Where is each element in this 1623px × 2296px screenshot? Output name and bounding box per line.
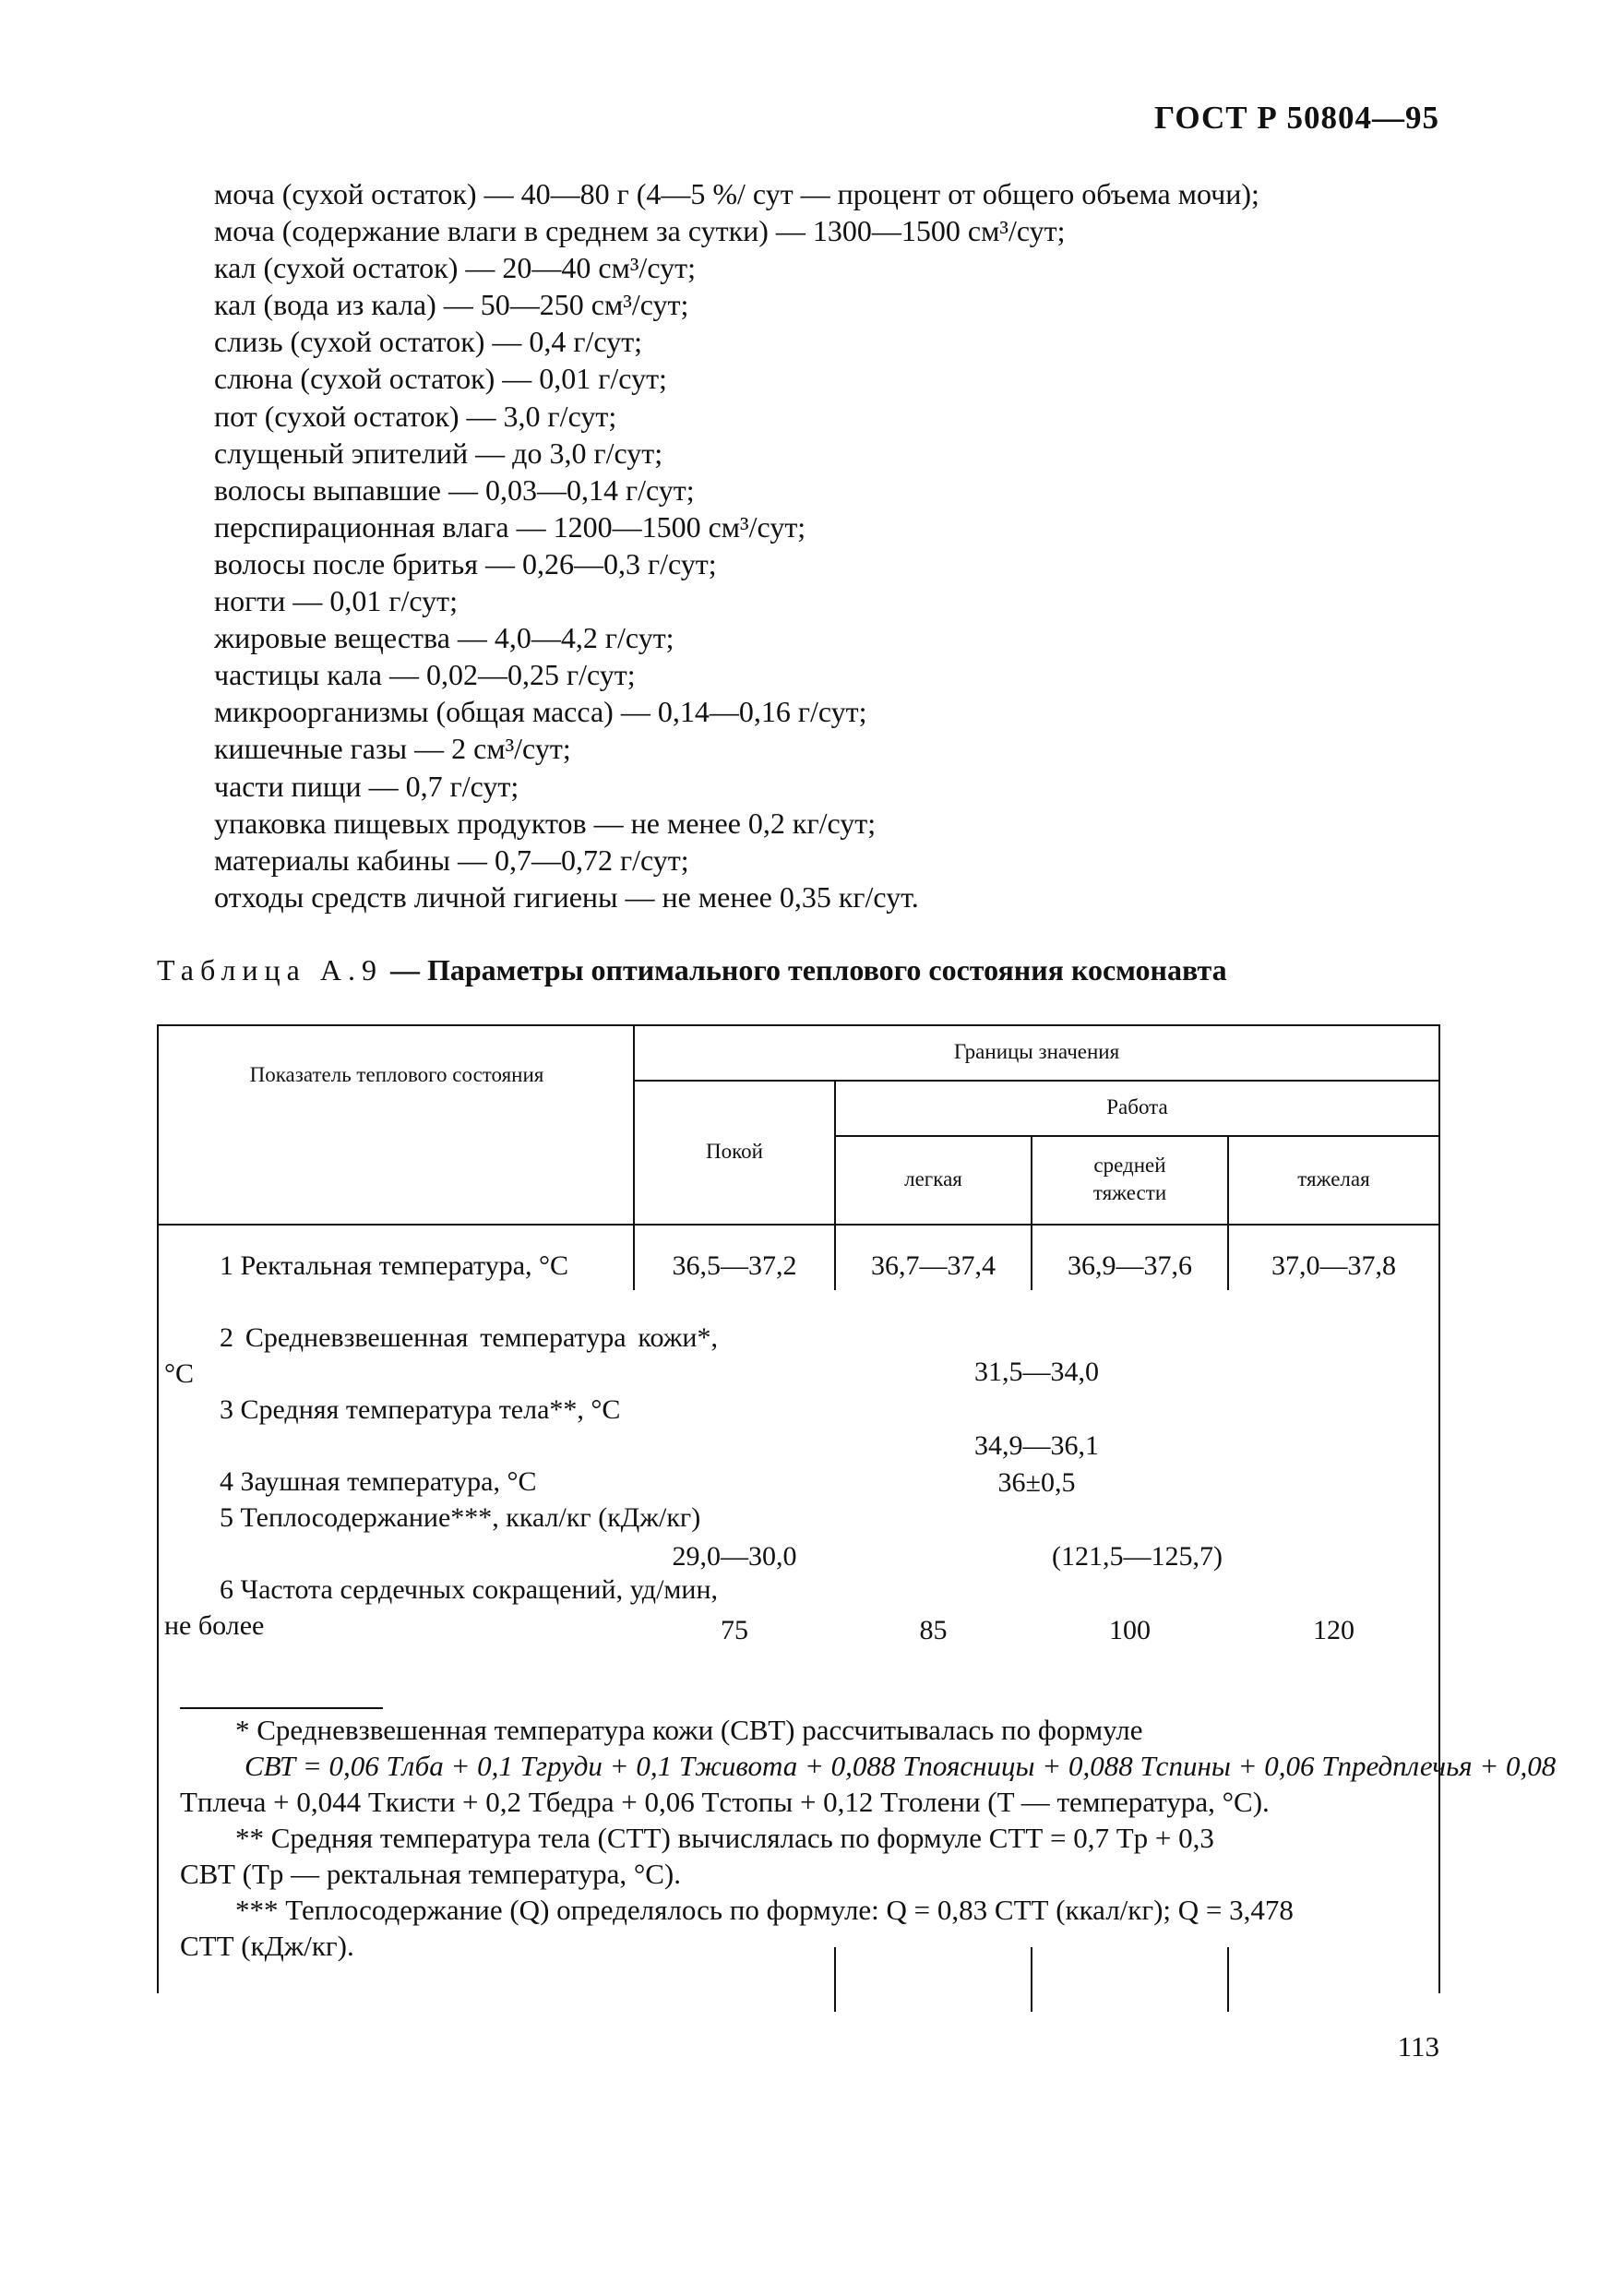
- document-header: ГОСТ Р 50804—95: [1153, 100, 1439, 136]
- table-title: — Параметры оптимального теплового состояния космонавта: [389, 953, 1227, 987]
- cell-value: 36,7—37,4: [871, 1250, 996, 1281]
- list-item: кал (вода из кала) — 50—250 см³/сут;: [214, 288, 689, 322]
- table-label: Таблица А.9: [157, 953, 383, 987]
- list-item: частицы кала — 0,02—0,25 г/сут;: [214, 658, 636, 692]
- list-item: части пищи — 0,7 г/сут;: [214, 769, 519, 803]
- list-item: слущеный эпителий — до 3,0 г/сут;: [214, 436, 663, 470]
- table-notes: [180, 1712, 1557, 1964]
- header-indicator: Показатель теплового состояния: [249, 1063, 544, 1086]
- cell-value: 75: [721, 1615, 748, 1645]
- note-line: *** Теплосодержание (Q) определялось по формуле: Q = 0,83 СТТ (ккал/кг); Q = 3,478: [235, 1894, 1294, 1926]
- row-label: 2 Средневзвешенная температура кожи*, °С: [164, 1322, 718, 1389]
- list-item: упаковка пищевых продуктов — не менее 0,2 кг/сут;: [214, 806, 877, 840]
- cell-value: 29,0—30,0: [672, 1541, 797, 1572]
- cell-value: 36,9—37,6: [1068, 1250, 1192, 1281]
- list-item: ногти — 0,01 г/сут;: [214, 584, 459, 618]
- cell-value: 31,5—34,0: [974, 1357, 1099, 1387]
- cell-value: 36,5—37,2: [672, 1250, 797, 1281]
- list-item: отходы средств личной гигиены — не менее 0,35 кг/сут.: [214, 879, 919, 914]
- cell-value: (121,5—125,7): [1052, 1541, 1223, 1572]
- list-item: материалы кабины — 0,7—0,72 г/сут;: [214, 843, 689, 877]
- header-heavy: тяжелая: [1297, 1167, 1370, 1190]
- cell-value: 36±0,5: [997, 1467, 1076, 1498]
- row-label: 4 Заушная температура, °С: [220, 1466, 537, 1497]
- list-item: микроорганизмы (общая масса) — 0,14—0,16 г/сут;: [214, 695, 867, 729]
- table-rule: [157, 1224, 1440, 1226]
- table-rule: [1438, 1024, 1440, 1993]
- note-line: * Средневзвешенная температура кожи (СВТ) рассчитывалась по формуле: [235, 1714, 1143, 1746]
- note-line: Tплеча + 0,044 Tкисти + 0,2 Tбедра + 0,06 Tстопы + 0,12 Tголени (T — температура, °С).: [180, 1786, 1270, 1818]
- list-item: волосы после бритья — 0,26—0,3 г/сут;: [214, 546, 717, 580]
- waste-list: [214, 175, 1441, 915]
- list-item: пот (сухой остаток) — 3,0 г/сут;: [214, 399, 617, 433]
- list-item: кал (сухой остаток) — 20—40 см³/сут;: [214, 251, 696, 285]
- header-medium: средней тяжести: [1092, 1154, 1167, 1204]
- list-item: слюна (сухой остаток) — 0,01 г/сут;: [214, 362, 667, 396]
- note-line: СВТ (Tр — ректальная температура, °С).: [180, 1858, 681, 1890]
- header-bounds: Границы значения: [953, 1040, 1120, 1063]
- note-line: СВТ = 0,06 Tлба + 0,1 Tгруди + 0,1 Tживота + 0,088 Tпояcницы + 0,088 Tспины + 0,06 Tпредплечья + 0,08: [245, 1750, 1557, 1782]
- cell-value: 34,9—36,1: [974, 1430, 1099, 1461]
- list-item: кишечные газы — 2 см³/сут;: [214, 732, 571, 766]
- list-item: волосы выпавшие — 0,03—0,14 г/сут;: [214, 472, 695, 507]
- cell-value: 37,0—37,8: [1271, 1250, 1396, 1281]
- note-line: ** Средняя температура тела (СТТ) вычислялась по формуле СТТ = 0,7 Tр + 0,3: [235, 1822, 1214, 1854]
- header-rest: Покой: [706, 1140, 763, 1163]
- row-label: 6 Частота сердечных сокращений, уд/мин, не более: [164, 1574, 718, 1641]
- footnote-rule: [180, 1707, 383, 1709]
- cell-value: 85: [919, 1615, 948, 1645]
- table-caption: [157, 953, 1449, 987]
- list-item: моча (сухой остаток) — 40—80 г (4—5 %/ сут — процент от общего объема мочи);: [214, 177, 1259, 210]
- header-light: легкая: [904, 1167, 962, 1190]
- list-item: жировые вещества — 4,0—4,2 г/сут;: [214, 621, 674, 655]
- page-number: 113: [1397, 2030, 1439, 2063]
- cell-value: 100: [1109, 1615, 1151, 1645]
- row-label: 5 Теплосодержание***, ккал/кг (кДж/кг): [220, 1502, 701, 1533]
- table-rule: [157, 1024, 159, 1993]
- cell-value: 120: [1313, 1615, 1354, 1645]
- list-item: слизь (сухой остаток) — 0,4 г/сут;: [214, 325, 643, 359]
- header-work: Работа: [1106, 1095, 1168, 1118]
- note-line: СТТ (кДж/кг).: [180, 1930, 354, 1962]
- row-label: 1 Ректальная температура, °С: [220, 1250, 569, 1281]
- list-item: моча (содержание влаги в среднем за сутки) — 1300—1500 см³/сут;: [214, 214, 1066, 248]
- row-label: 3 Средняя температура тела**, °С: [220, 1394, 621, 1425]
- list-item: перспирационная влага — 1200—1500 см³/сут;: [214, 509, 806, 544]
